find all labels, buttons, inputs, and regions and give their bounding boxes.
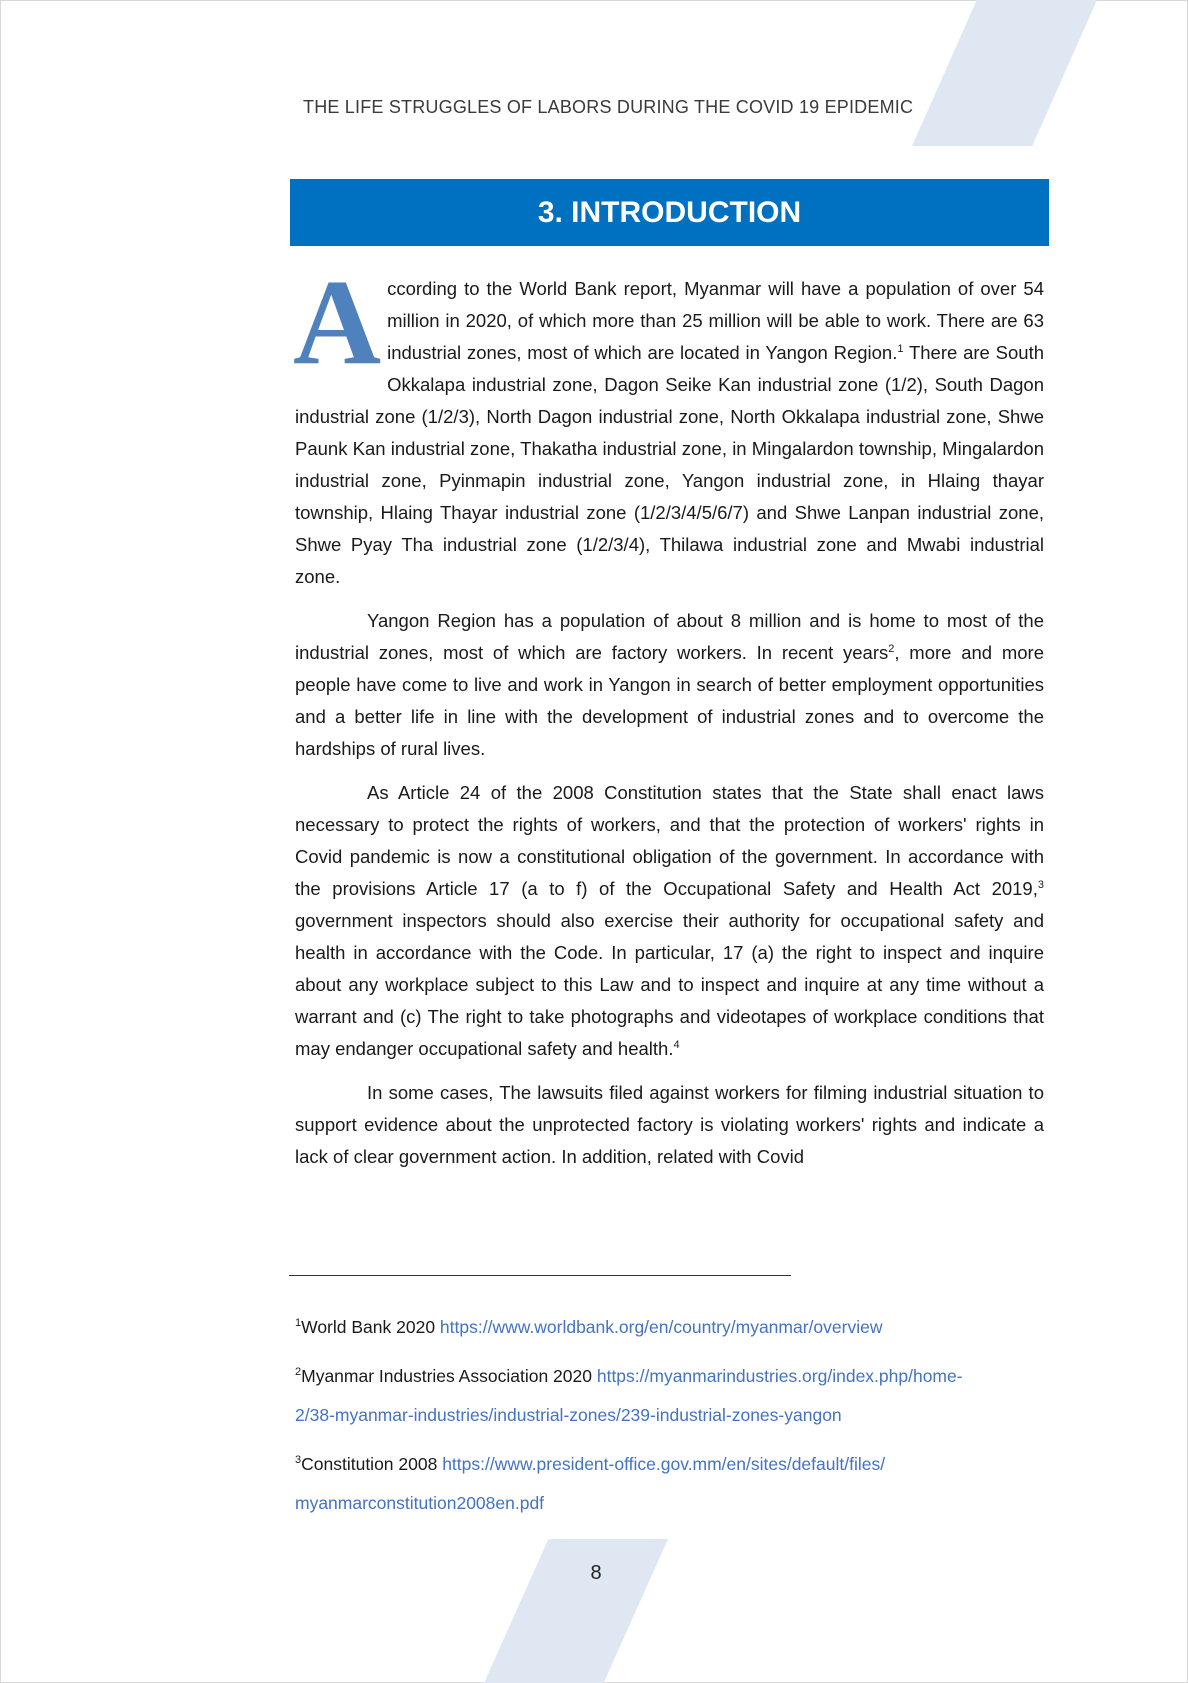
footnote-source: Myanmar Industries Association 2020 — [301, 1366, 597, 1386]
footnote-link-continued[interactable]: myanmarconstitution2008en.pdf — [295, 1493, 545, 1513]
section-title: 3. INTRODUCTION — [537, 195, 802, 229]
paragraph-3 — [295, 777, 1044, 1065]
footnote-3 — [295, 1445, 1055, 1523]
footnote-ref-2[interactable]: 2 — [888, 642, 895, 655]
paragraph-1 — [293, 255, 1044, 593]
footnote-number: 2 — [295, 1366, 302, 1379]
footnote-link-continued[interactable]: 2/38-myanmar-industries/industrial-zones/239-industrial-zones-yangon — [295, 1405, 842, 1425]
footnote-link[interactable]: https://www.worldbank.org/en/country/myanmar/overview — [439, 1317, 883, 1337]
body-text — [293, 255, 1044, 1185]
footnote-ref-1[interactable]: 1 — [897, 342, 904, 355]
footnote-number: 3 — [295, 1454, 302, 1467]
paragraph-2 — [295, 605, 1044, 765]
paragraph-4 — [295, 1077, 1044, 1173]
paragraph-4-text: In some cases, The lawsuits filed against workers for filming industrial situation to support evidence about the unprotected factory is violating workers' rights and indicate a lack of clear government action. In addition, related with Covid — [295, 1082, 1044, 1167]
footnote-source: Constitution 2008 — [301, 1454, 443, 1474]
footnote-source: World Bank 2020 — [301, 1317, 440, 1337]
footnote-number: 1 — [295, 1317, 302, 1330]
paragraph-1-text-b: There are South Okkalapa industrial zone, Dagon Seike Kan industrial zone (1/2), South Dagon industrial zone (1/2/3), North Dagon industrial zone, North Okkalapa industrial zone, Shwe Paunk Kan industrial zone, Thakatha industrial zone, in Mingalardon township, Mingalardon industrial zone, Pyinmapin industrial zone, Yangon industrial zone, in Hlaing thayar township, Hlaing Thayar industrial zone (1/2/3/4/5/6/7) and Shwe Lanpan industrial zone, Shwe Pyay Tha industrial zone (1/2/3/4), Thilawa industrial zone and Mwabi industrial zone. — [295, 342, 1044, 587]
footnote-ref-3[interactable]: 3 — [1037, 878, 1044, 891]
paragraph-2-text-b: , more and more people have come to live and work in Yangon in search of better employment opportunities and a better life in line with the development of industrial zones and to overcome the hardships of rural lives. — [295, 642, 1044, 759]
footnote-1 — [295, 1308, 1055, 1347]
footnote-link[interactable]: https://www.president-office.gov.mm/en/sites/default/files/ — [442, 1454, 886, 1474]
paragraph-3-text-a: As Article 24 of the 2008 Constitution states that the State shall enact laws necessary to protect the rights of workers, and that the protection of workers' rights in Covid pandemic is now a constitutional obligation of the government. In accordance with the provisions Article 17 (a to f) of the Occupational Safety and Health Act 2019, — [295, 782, 1044, 899]
footnote-ref-4[interactable]: 4 — [673, 1038, 680, 1051]
footnote-separator — [289, 1275, 791, 1276]
paragraph-1-text-a: ccording to the World Bank report, Myanmar will have a population of over 54 million in 2020, of which more than 25 million will be able to work. There are 63 industrial zones, most of which are located in Yangon Region. — [387, 278, 1044, 363]
footnotes — [295, 1308, 1055, 1533]
paragraph-2-text-a: Yangon Region has a population of about 8 million and is home to most of the industrial zones, most of which are factory workers. In recent years — [295, 610, 1044, 663]
paragraph-3-text-b: government inspectors should also exercise their authority for occupational safety and health in accordance with the Code. In particular, 17 (a) the right to inspect and inquire about any workplace subject to this Law and to inspect and inquire at any time without a warrant and (c) The right to take photographs and videotapes of workplace conditions that may endanger occupational safety and health. — [295, 910, 1044, 1059]
footnote-2 — [295, 1357, 1055, 1435]
page-number: 8 — [590, 1562, 602, 1584]
section-banner — [290, 179, 1049, 246]
drop-cap: A — [293, 255, 382, 390]
footnote-link[interactable]: https://myanmarindustries.org/index.php/home- — [596, 1366, 963, 1386]
running-header: THE LIFE STRUGGLES OF LABORS DURING THE COVID 19 EPIDEMIC — [303, 97, 914, 117]
